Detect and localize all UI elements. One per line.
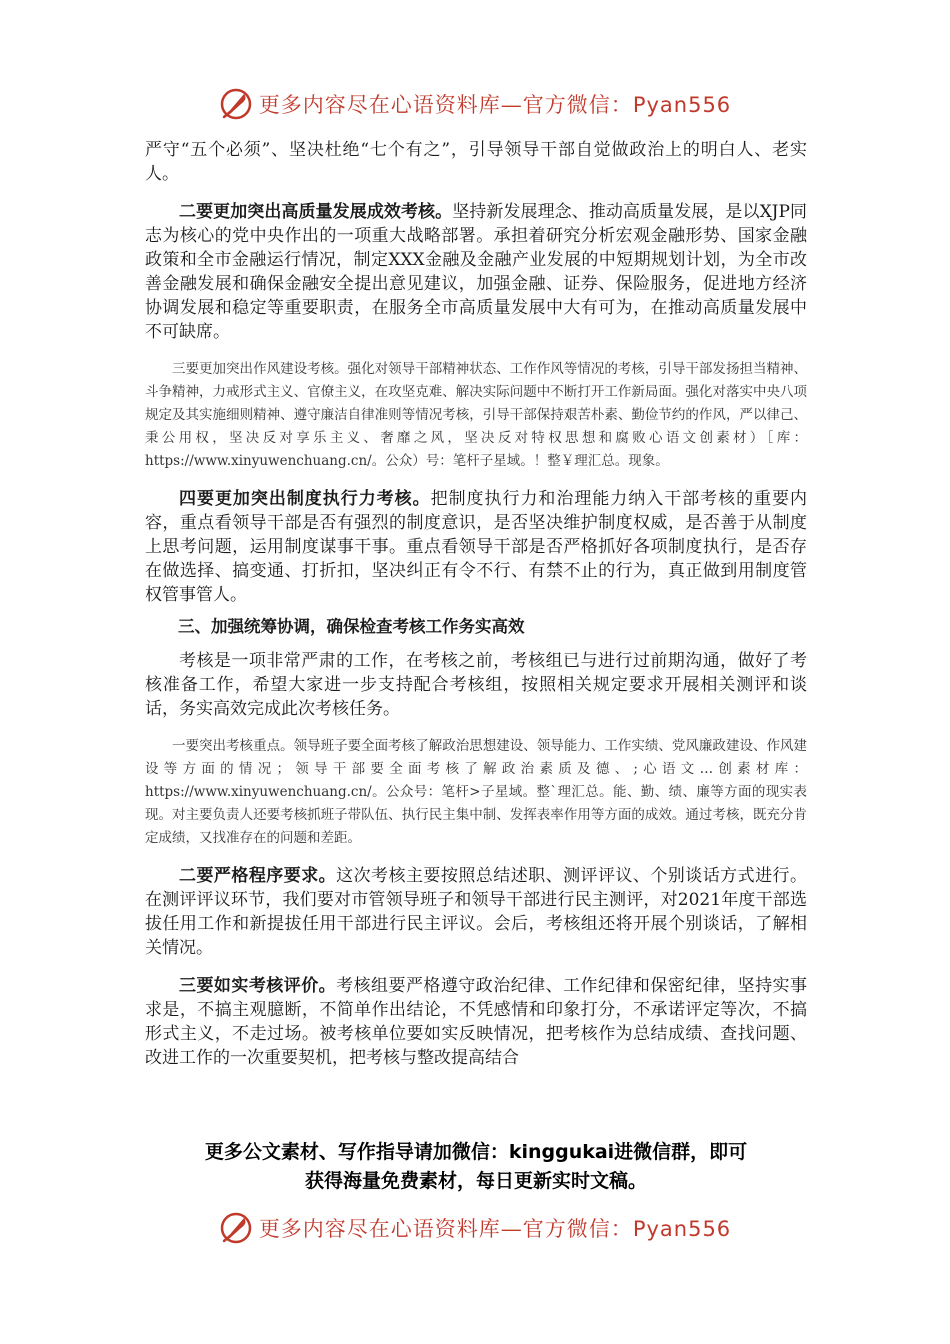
paragraph: 三要如实考核评价。考核组要严格遵守政治纪律、工作纪律和保密纪律，坚持实事求是，不搞主观臆断，不简单作出结论，不凭感情和印象打分，不承诺评定等次，不搞形式主义，不走过场。被考核单位要如实反映情况，把考核作为总结成绩、查找问题、改进工作的一次重要契机，把考核与整改提高结合 bbox=[145, 976, 808, 1068]
document-body bbox=[145, 138, 807, 1070]
promo-line-1: 更多公文素材、写作指导请加微信：kinggukai进微信群，即可 bbox=[204, 1141, 748, 1163]
paragraph-lead: 二要更加突出高质量发展成效考核。 bbox=[179, 202, 453, 222]
header-wechat-id: Pyan556 bbox=[632, 93, 732, 117]
footer-banner bbox=[0, 1208, 950, 1248]
paragraph: 严守“五个必须”、坚决杜绝“七个有之”，引导领导干部自觉做政治上的明白人、老实人。 bbox=[145, 140, 807, 184]
paragraph: 四要更加突出制度执行力考核。把制度执行力和治理能力纳入干部考核的重要内容，重点看领导干部是否有强烈的制度意识，是否坚决维护制度权威，是否善于从制度上思考问题，运用制度谋事干事。重点看领导干部是否严格抓好各项制度执行，是否存在做选择、搞变通、打折扣，坚决纠正有令不行、有禁不止的行为，真正做到用制度管权管事管人。 bbox=[145, 489, 808, 605]
paragraph: 三要更加突出作风建设考核。强化对领导干部精神状态、工作作风等情况的考核，引导干部发扬担当精神、斗争精神，力戒形式主义、官僚主义，在攻坚克难、解决实际问题中不断打开工作新局面。强化对落实中央八项规定及其实施细则精神、遵守廉洁自律准则等情况考核，引导干部保持艰苦朴素、勤俭节约的作风，严以律己、秉公用权，坚决反对享乐主义、奢靡之风，坚决反对特权思想和腐败心语文创素材）［库：https://www.xinyuwenchuang.cn/。公众）号：笔杆子星域。！整￥理汇总。现象。 bbox=[145, 361, 807, 469]
paragraph: 二要严格程序要求。这次考核主要按照总结述职、测评评议、个别谈话方式进行。在测评评议环节，我们要对市管领导班子和领导干部进行民主测评，对2021年度干部选拔任用工作和新提拔任用干部进行民主评议。会后，考核组还将开展个别谈话，了解相关情况。 bbox=[145, 866, 808, 958]
quill-logo-icon bbox=[219, 87, 253, 121]
header-banner bbox=[0, 84, 950, 124]
quill-logo-icon bbox=[219, 1211, 253, 1245]
header-banner-text: 更多内容尽在心语资料库—官方微信：Pyan556 bbox=[258, 93, 732, 117]
paragraph: 二要更加突出高质量发展成效考核。坚持新发展理念、推动高质量发展，是以XJP同志为核心的党中央作出的一项重大战略部署。承担着研究分析宏观金融形势、国家金融政策和全市金融运行情况，制定XXX金融及金融产业发展的中短期规划计划，为全市改善金融发展和确保金融安全提出意见建议，加强金融、证券、保险服务，促进地方经济协调发展和稳定等重要职责，在服务全市高质量发展中大有可为，在推动高质量发展中不可缺席。 bbox=[145, 202, 808, 342]
footer-banner-text: 更多内容尽在心语资料库—官方微信：Pyan556 bbox=[258, 1217, 732, 1241]
footer-wechat-id: Pyan556 bbox=[632, 1217, 732, 1241]
paragraph: 一要突出考核重点。领导班子要全面考核了解政治思想建设、领导能力、工作实绩、党风廉政建设、作风建设等方面的情况；领导干部要全面考核了解政治素质及德、;心语文…创素材库：https://www.xinyuwenchuang.cn/。公众号：笔杆>子星域。整`理汇总。能、勤、绩、廉等方面的现实表现。对主要负责人还要考核抓班子带队伍、执行民主集中制、发挥表率作用等方面的成效。通过考核，既充分肯定成绩，又找准存在的问题和差距。 bbox=[145, 738, 807, 846]
paragraph-lead: 四要更加突出制度执行力考核。 bbox=[179, 489, 431, 509]
paragraph-lead: 二要严格程序要求。 bbox=[179, 866, 337, 886]
section-heading: 三、加强统筹协调，确保检查考核工作务实高效 bbox=[178, 617, 525, 636]
promo-line-2: 获得海量免费素材，每日更新实时文稿。 bbox=[304, 1170, 647, 1192]
paragraph-lead: 三要如实考核评价。 bbox=[179, 976, 337, 996]
promo-notice bbox=[145, 1138, 807, 1196]
paragraph: 考核是一项非常严肃的工作，在考核之前，考核组已与进行过前期沟通，做好了考核准备工作，希望大家进一步支持配合考核组，按照相关规定要求开展相关测评和谈话，务实高效完成此次考核任务。 bbox=[145, 651, 807, 719]
